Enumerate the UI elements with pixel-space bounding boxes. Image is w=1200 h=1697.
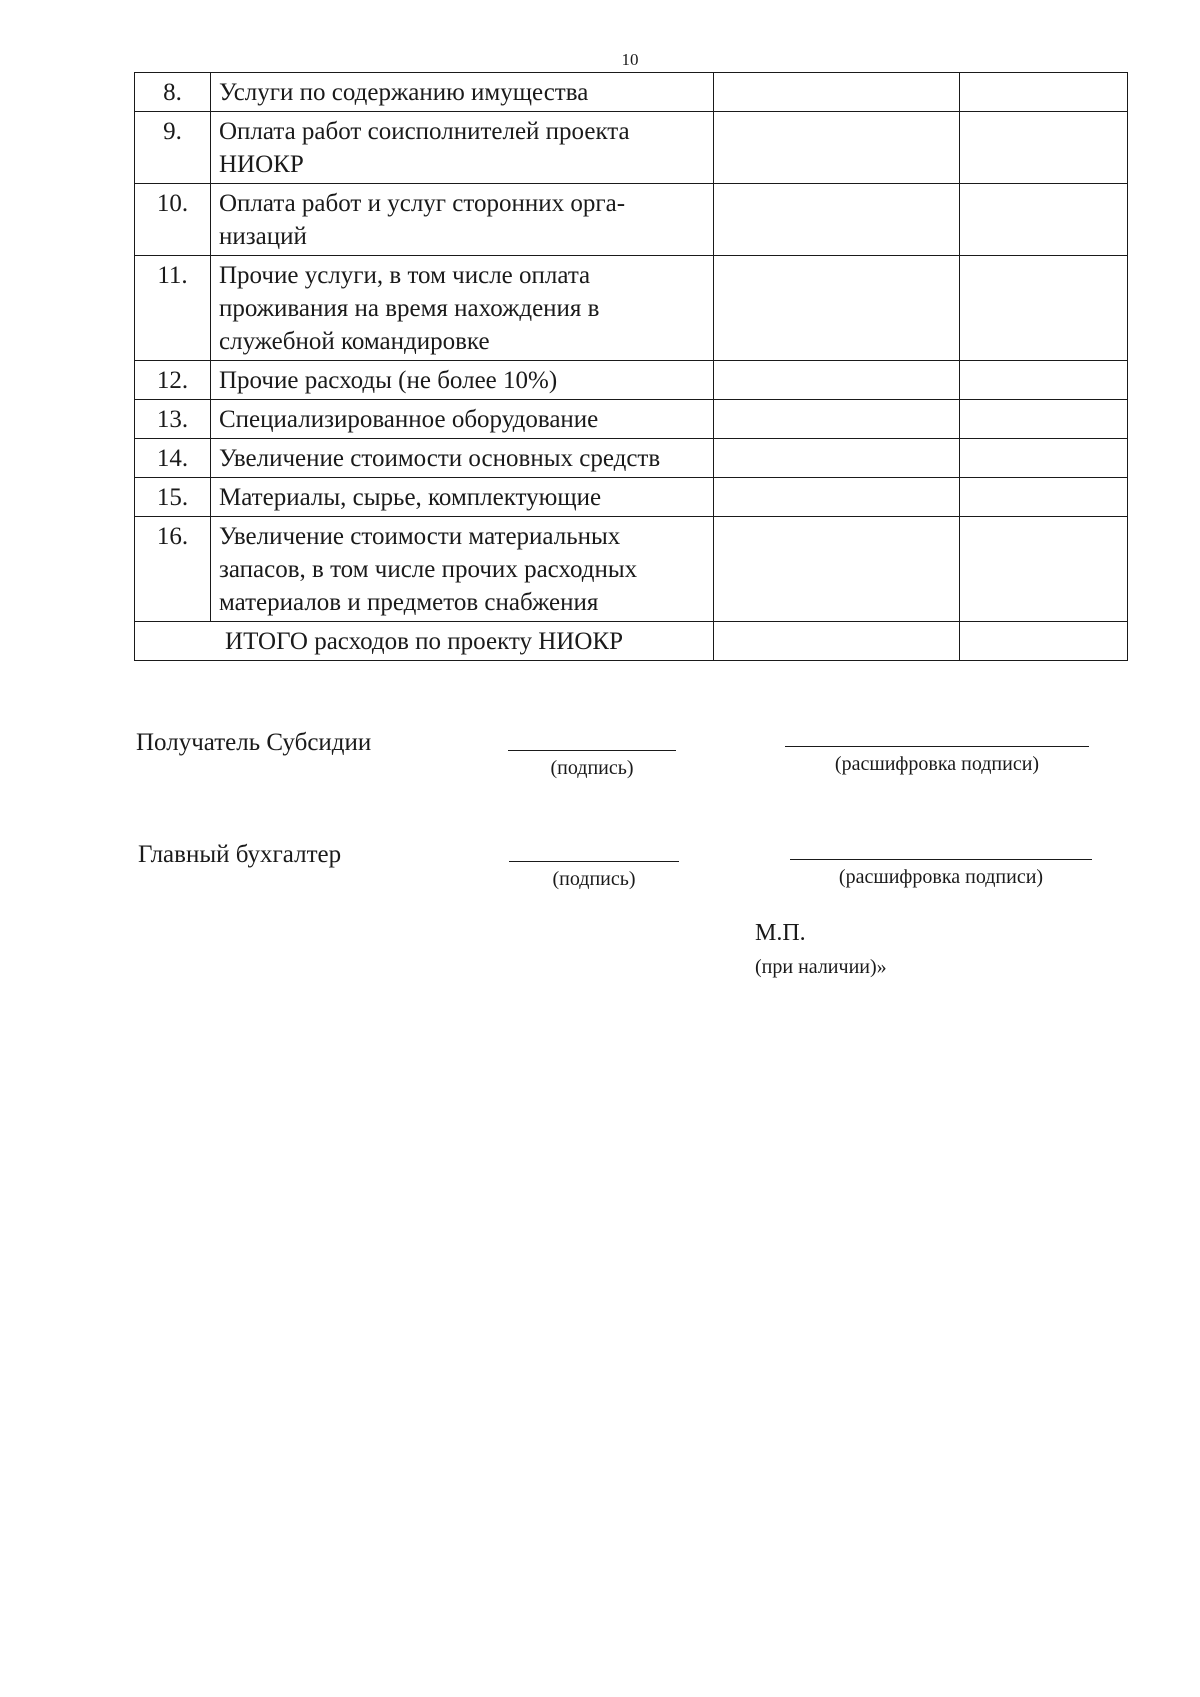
table-row xyxy=(135,478,1128,517)
accountant-signature-line xyxy=(509,861,679,862)
row-name: Материалы, сырье, комплектующие xyxy=(211,478,714,517)
row-name: Услуги по содержанию имущества xyxy=(211,73,714,112)
recipient-signature-caption: (подпись) xyxy=(550,757,634,779)
value-cell xyxy=(960,439,1128,478)
row-number: 14. xyxy=(135,439,211,478)
table-row xyxy=(135,400,1128,439)
value-cell xyxy=(714,439,960,478)
value-cell xyxy=(714,400,960,439)
value-cell xyxy=(960,361,1128,400)
expense-table xyxy=(134,72,1128,661)
value-cell xyxy=(960,112,1128,184)
row-name: Прочие расходы (не более 10%) xyxy=(211,361,714,400)
stamp-label: М.П. xyxy=(755,920,806,946)
row-number: 9. xyxy=(135,112,211,184)
row-number: 12. xyxy=(135,361,211,400)
table-row xyxy=(135,256,1128,361)
accountant-label: Главный бухгалтер xyxy=(138,841,342,868)
accountant-decoding-caption: (расшифровка подписи) xyxy=(838,866,1044,888)
value-cell xyxy=(960,256,1128,361)
value-cell xyxy=(960,478,1128,517)
table-row xyxy=(135,517,1128,622)
value-cell xyxy=(714,256,960,361)
value-cell xyxy=(714,622,960,661)
total-label: ИТОГО расходов по проекту НИОКР xyxy=(135,622,714,661)
total-row xyxy=(135,622,1128,661)
row-name: Прочие услуги, в том числе оплата проживания на время нахождения в служебной командировке xyxy=(211,256,714,361)
recipient-decoding-line xyxy=(785,746,1089,747)
value-cell xyxy=(714,112,960,184)
row-name: Оплата работ соисполнителей проекта НИОКР xyxy=(211,112,714,184)
value-cell xyxy=(714,73,960,112)
accountant-decoding-line xyxy=(790,859,1092,860)
stamp-caption: (при наличии)» xyxy=(755,956,887,978)
value-cell xyxy=(714,184,960,256)
value-cell xyxy=(714,517,960,622)
recipient-decoding-caption: (расшифровка подписи) xyxy=(834,753,1040,775)
row-number: 15. xyxy=(135,478,211,517)
value-cell xyxy=(960,622,1128,661)
recipient-signature-line xyxy=(508,750,676,751)
table-row xyxy=(135,361,1128,400)
row-number: 16. xyxy=(135,517,211,622)
table-row xyxy=(135,184,1128,256)
table-row xyxy=(135,439,1128,478)
table-row xyxy=(135,112,1128,184)
row-name: Увеличение стоимости основных средств xyxy=(211,439,714,478)
recipient-label: Получатель Субсидии xyxy=(136,729,372,756)
table-row xyxy=(135,73,1128,112)
row-name: Увеличение стоимости материальных запасов, в том числе прочих расходных материалов и предметов снабжения xyxy=(211,517,714,622)
value-cell xyxy=(960,73,1128,112)
row-number: 11. xyxy=(135,256,211,361)
accountant-signature-caption: (подпись) xyxy=(552,868,636,890)
row-number: 8. xyxy=(135,73,211,112)
row-number: 10. xyxy=(135,184,211,256)
value-cell xyxy=(960,184,1128,256)
value-cell xyxy=(714,361,960,400)
value-cell xyxy=(960,517,1128,622)
value-cell xyxy=(714,478,960,517)
value-cell xyxy=(960,400,1128,439)
row-name: Оплата работ и услуг сторонних орга-низаций xyxy=(211,184,714,256)
page-number: 10 xyxy=(621,50,639,69)
row-number: 13. xyxy=(135,400,211,439)
row-name: Специализированное оборудование xyxy=(211,400,714,439)
